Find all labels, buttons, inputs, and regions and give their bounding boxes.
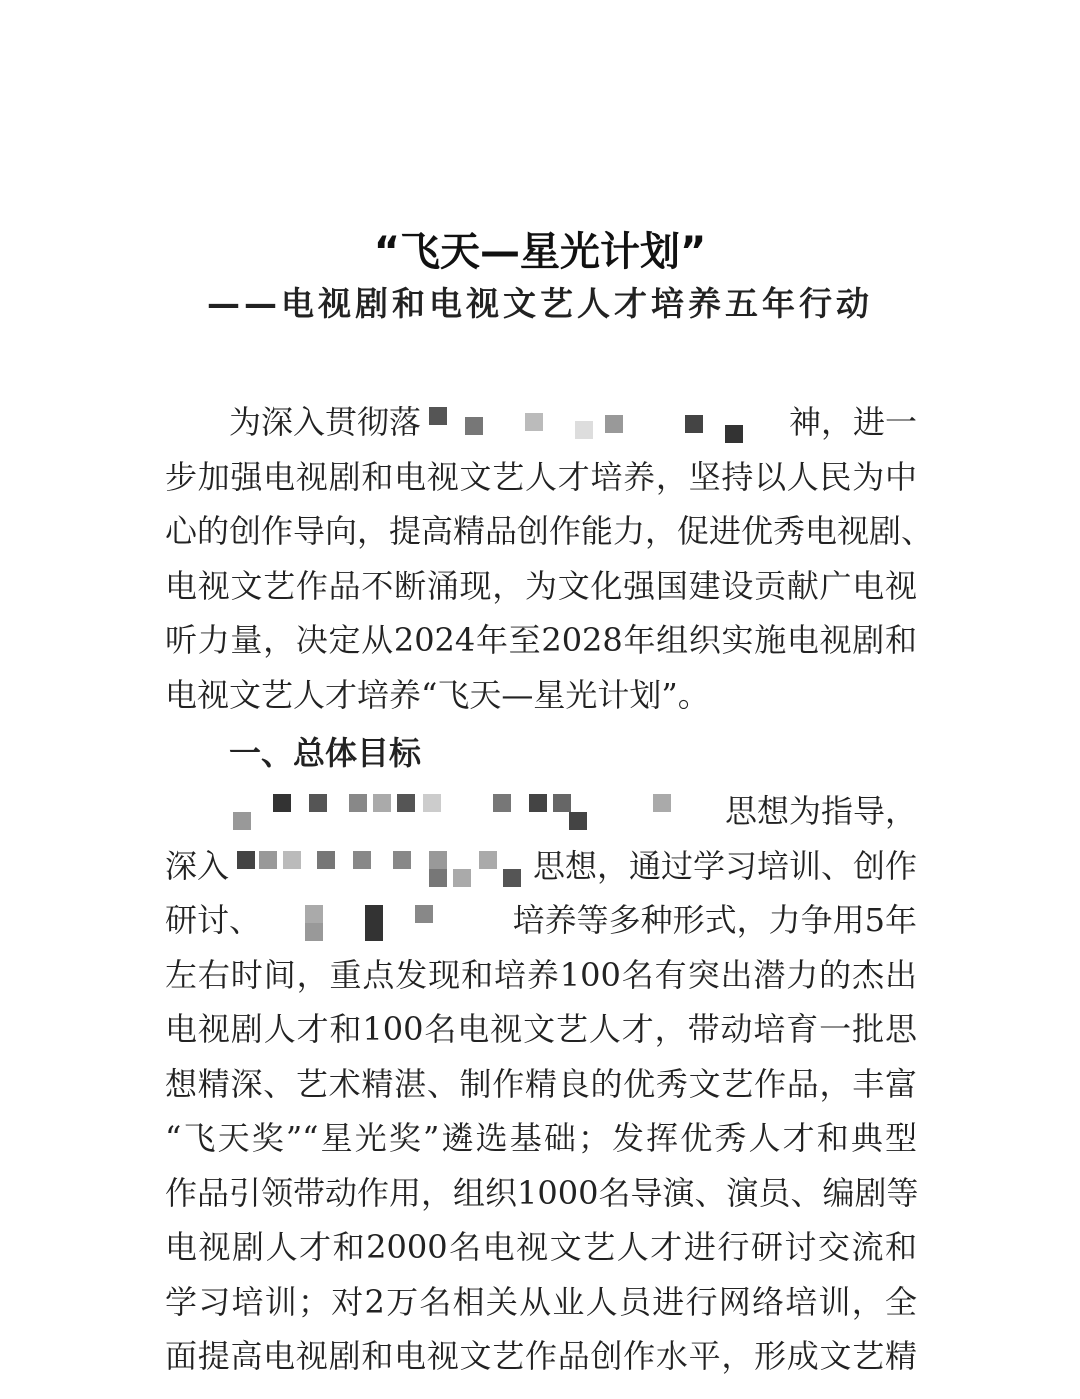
paragraph-line (165, 395, 917, 450)
text-segment: 思想为指导， (724, 792, 917, 830)
paragraph-line (165, 1111, 917, 1166)
redacted-mosaic (425, 403, 785, 441)
text-line: 电视剧人才和100名电视文艺人才，带动培育一批思 (165, 1010, 917, 1048)
redacted-mosaic (233, 792, 721, 830)
text-segment: 研讨、 (165, 901, 262, 939)
text-line: 步加强电视剧和电视文艺人才培养，坚持以人民为中 (165, 457, 917, 496)
paragraph-line (165, 948, 917, 1003)
text-line: 想精深、艺术精湛、制作精良的优秀文艺作品，丰富 (165, 1064, 917, 1103)
text-line: 电视文艺人才培养“飞天—星光计划”。 (165, 675, 710, 714)
text-segment: 思想，通过学习培训、创作 (532, 846, 917, 885)
text-line: 作品引领带动作用，组织1000名导演、演员、编剧等 (165, 1173, 919, 1212)
text-line: “飞天奖”“星光奖”遴选基础；发挥优秀人才和典型 (165, 1119, 917, 1157)
text-line: 学习培训；对2万名相关从业人员进行网络培训，全 (165, 1282, 917, 1321)
paragraph-line (165, 893, 917, 948)
text-line: 听力量，决定从2024年至2028年组织实施电视剧和 (165, 621, 917, 659)
document-subtitle: ——电视剧和电视文艺人才培养五年行动 (207, 284, 873, 323)
paragraph-line (165, 1002, 917, 1057)
text-line: 心的创作导向，提高精品创作能力，促进优秀电视剧、 (165, 512, 934, 550)
paragraph-line (165, 1329, 917, 1384)
text-line: 左右时间，重点发现和培养100名有突出潜力的杰出 (165, 955, 917, 994)
redacted-mosaic (265, 901, 509, 939)
text-line: 电视文艺作品不断涌现，为文化强国建设贡献广电视 (165, 566, 917, 605)
paragraph-line (165, 1275, 917, 1330)
text-segment: 为深入贯彻落 (229, 403, 422, 441)
text-segment: 神，进一 (788, 403, 917, 441)
paragraph-line (165, 504, 934, 559)
text-segment: 培养等多种形式，力争用5年 (512, 901, 917, 939)
paragraph-line (165, 839, 917, 894)
paragraph-line (165, 1220, 917, 1275)
paragraph-line (165, 784, 917, 839)
document-body (165, 395, 934, 1384)
text-line: 电视剧人才和2000名电视文艺人才进行研讨交流和 (165, 1228, 917, 1266)
section-heading: 一、总体目标 (229, 734, 422, 772)
paragraph-line (165, 1057, 917, 1112)
redacted-mosaic (233, 847, 529, 885)
text-segment: 深入 (165, 846, 230, 885)
text-line: 面提高电视剧和电视文艺作品创作水平，形成文艺精 (165, 1337, 917, 1375)
paragraph-line (165, 1166, 917, 1221)
paragraph-line (165, 668, 917, 723)
paragraph-line (165, 450, 917, 505)
paragraph-line (165, 559, 917, 614)
paragraph-line (165, 613, 917, 668)
document-title: “飞天—星光计划” (373, 229, 707, 275)
